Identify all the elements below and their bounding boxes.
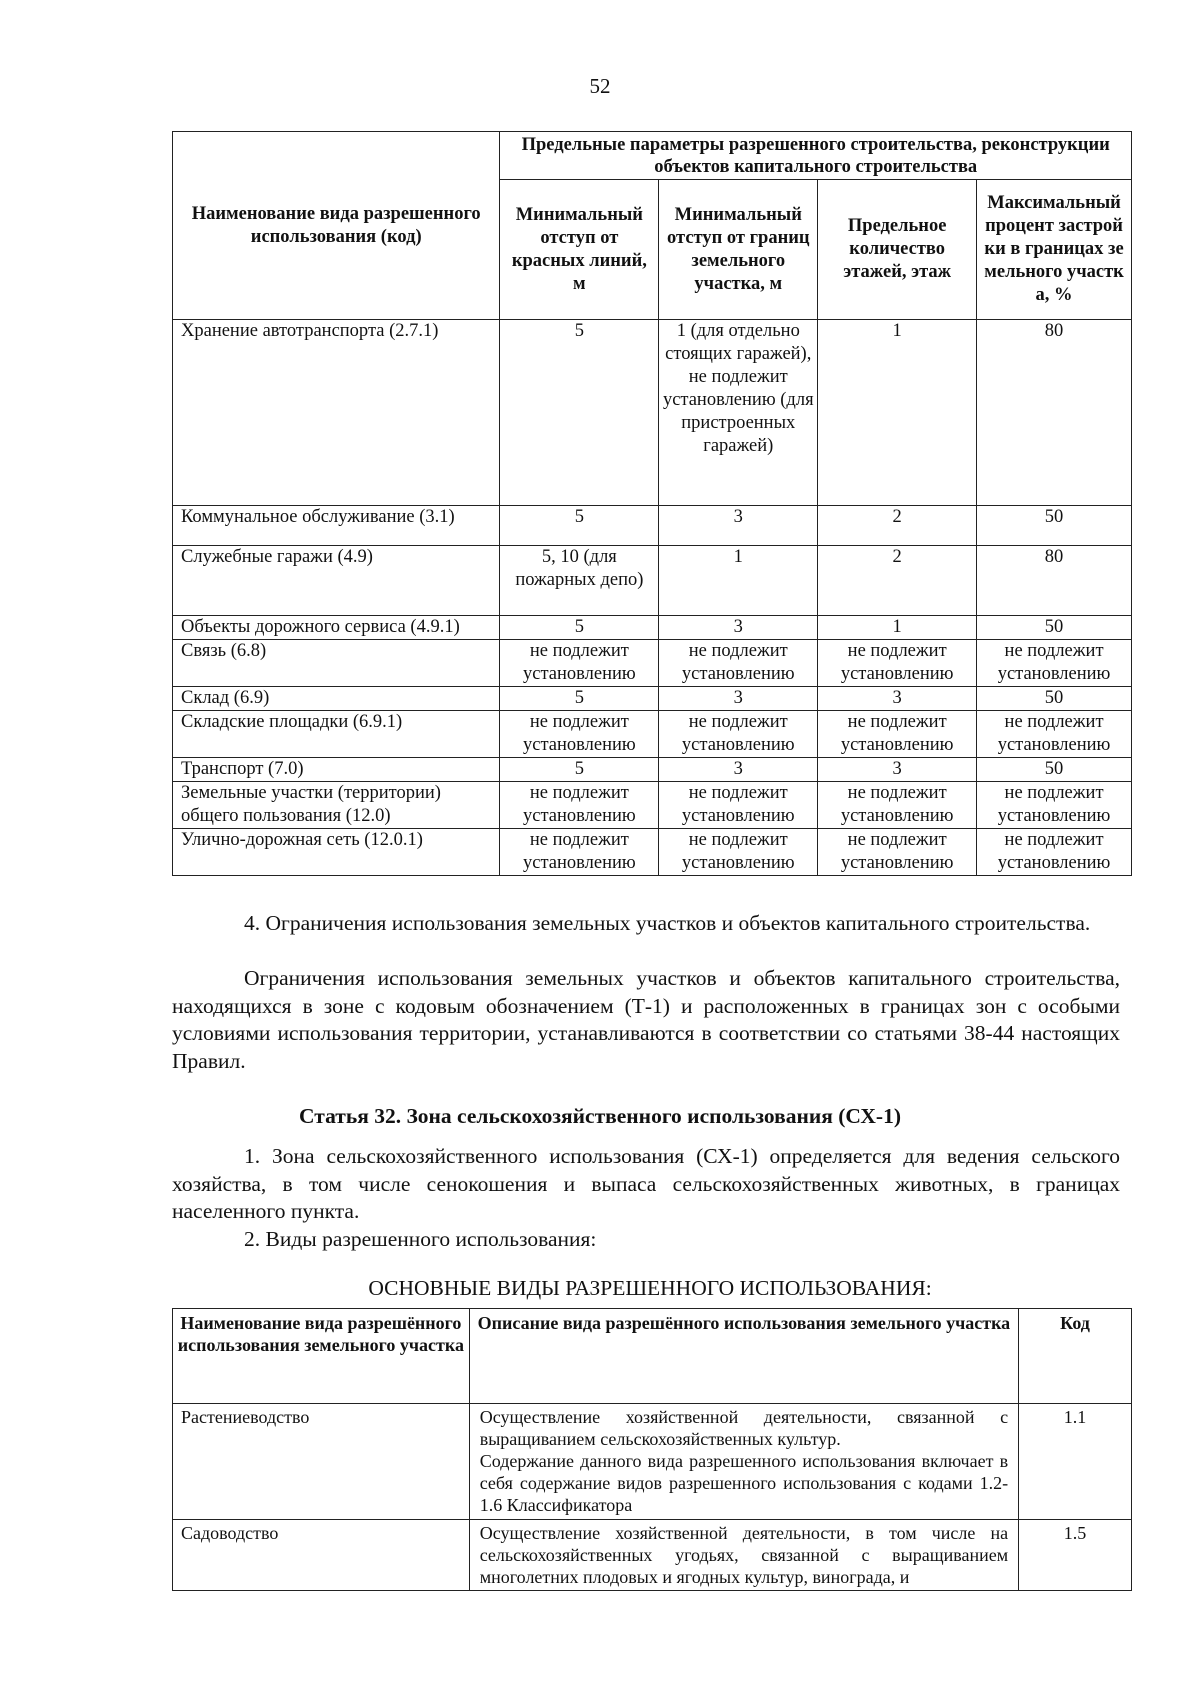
percent-value: не подлежит установлению [977,829,1132,876]
red-lines-value: 5 [500,687,659,711]
header-code: Код [1019,1309,1132,1404]
paragraph-restrictions: Ограничения использования земельных участков и объектов капитального строительства, находящихся в зоне с кодовым обозначением (Т-1) и расположенных в границах зон с особыми условиями использования территории, устанавливаются в соответствии со статьями 38-44 настоящих Правил. [172,966,1120,1073]
red-lines-value: 5 [500,320,659,506]
land-use-code: 1.5 [1019,1520,1132,1591]
article-title: Статья 32. Зона сельскохозяйственного использования (СХ-1) [299,1104,901,1128]
land-use-code: 1.1 [1019,1404,1132,1520]
land-use-description [469,1520,1018,1591]
paragraph-restrictions-heading: 4. Ограничения использования земельных участков и объектов капитального строительства. [244,911,1091,935]
paragraph-use-types: 2. Виды разрешенного использования: [244,1227,597,1251]
header-land-use-description: Описание вида разрешённого использования земельного участка [469,1309,1018,1404]
percent-value: 50 [977,687,1132,711]
main-uses-table [172,1308,1132,1591]
table-row [173,711,1132,758]
table-row [173,640,1132,687]
borders-value: не подлежит установлению [659,829,818,876]
percent-value: 50 [977,506,1132,546]
floors-value: 2 [818,546,977,616]
floors-value: 1 [818,320,977,506]
borders-value: 3 [659,687,818,711]
table-row [173,320,1132,506]
table-row [173,616,1132,640]
description-text: Содержание данного вида разрешенного использования включает в себя содержание видов разрешенного использования с кодами 1.2-1.6 Классификатора [479,1451,1009,1515]
borders-value: не подлежит установлению [659,711,818,758]
percent-value: не подлежит установлению [977,711,1132,758]
header-borders: Минимальный отступ от границ земельного участка, м [659,180,818,320]
header-floors: Предельное количество этажей, этаж [818,180,977,320]
red-lines-value: 5 [500,616,659,640]
use-name: Объекты дорожного сервиса (4.9.1) [173,616,500,640]
use-name: Складские площадки (6.9.1) [173,711,500,758]
borders-value: не подлежит установлению [659,640,818,687]
use-name: Связь (6.8) [173,640,500,687]
floors-value: 3 [818,758,977,782]
floors-value: не подлежит установлению [818,829,977,876]
red-lines-value: 5 [500,506,659,546]
header-land-use-name: Наименование вида разрешённого использования земельного участка [173,1309,470,1404]
header-percent: Максимальный процент застройки в границах земельного участка, % [977,180,1132,320]
header-parameters-group: Предельные параметры разрешенного строительства, реконструкции объектов капитального строительства [500,132,1132,180]
use-name: Служебные гаражи (4.9) [173,546,500,616]
header-red-lines: Минимальный отступ от красных линий, м [500,180,659,320]
borders-value: не подлежит установлению [659,782,818,829]
borders-value: 1 [659,546,818,616]
red-lines-value: 5 [500,758,659,782]
table-row [173,1404,1132,1520]
table-row [173,506,1132,546]
land-use-description [469,1404,1018,1520]
red-lines-value: не подлежит установлению [500,640,659,687]
table-row [173,782,1132,829]
red-lines-value: не подлежит установлению [500,829,659,876]
borders-value: 3 [659,758,818,782]
percent-value: не подлежит установлению [977,782,1132,829]
header-use-name: Наименование вида разрешенного использования (код) [173,132,500,320]
floors-value: 2 [818,506,977,546]
red-lines-value: не подлежит установлению [500,782,659,829]
percent-value: 80 [977,546,1132,616]
table-row [173,829,1132,876]
use-name: Коммунальное обслуживание (3.1) [173,506,500,546]
floors-value: не подлежит установлению [818,782,977,829]
use-name: Склад (6.9) [173,687,500,711]
red-lines-value: не подлежит установлению [500,711,659,758]
borders-value: 1 (для отдельно стоящих гаражей), не подлежит установлению (для пристроенных гаражей) [659,320,818,506]
description-text: Осуществление хозяйственной деятельности, связанной с выращиванием сельскохозяйственных культур. [479,1407,1009,1449]
percent-value: 50 [977,758,1132,782]
percent-value: 50 [977,616,1132,640]
floors-value: 3 [818,687,977,711]
page-number: 52 [589,74,611,98]
use-name: Хранение автотранспорта (2.7.1) [173,320,500,506]
floors-value: не подлежит установлению [818,711,977,758]
floors-value: 1 [818,616,977,640]
percent-value: 80 [977,320,1132,506]
table-row [173,546,1132,616]
use-name: Улично-дорожная сеть (12.0.1) [173,829,500,876]
red-lines-value: 5, 10 (для пожарных депо) [500,546,659,616]
land-use-name: Растениеводство [173,1404,470,1520]
section-caps-title: ОСНОВНЫЕ ВИДЫ РАЗРЕШЕННОГО ИСПОЛЬЗОВАНИЯ: [368,1276,932,1300]
land-use-name: Садоводство [173,1520,470,1591]
percent-value: не подлежит установлению [977,640,1132,687]
table-row [173,687,1132,711]
paragraph-zone-definition: 1. Зона сельскохозяйственного использования (СХ-1) определяется для ведения сельского хозяйства, в том числе сенокошения и выпаса сельскохозяйственных животных, в границах населенного пункта. [172,1144,1120,1223]
table-row [173,758,1132,782]
use-name: Земельные участки (территории) общего пользования (12.0) [173,782,500,829]
use-name: Транспорт (7.0) [173,758,500,782]
parameters-table [172,131,1132,876]
borders-value: 3 [659,616,818,640]
borders-value: 3 [659,506,818,546]
floors-value: не подлежит установлению [818,640,977,687]
description-text: Осуществление хозяйственной деятельности, в том числе на сельскохозяйственных угодьях, связанной с выращиванием многолетних плодовых и ягодных культур, винограда, и [479,1523,1009,1587]
table-row [173,1520,1132,1591]
